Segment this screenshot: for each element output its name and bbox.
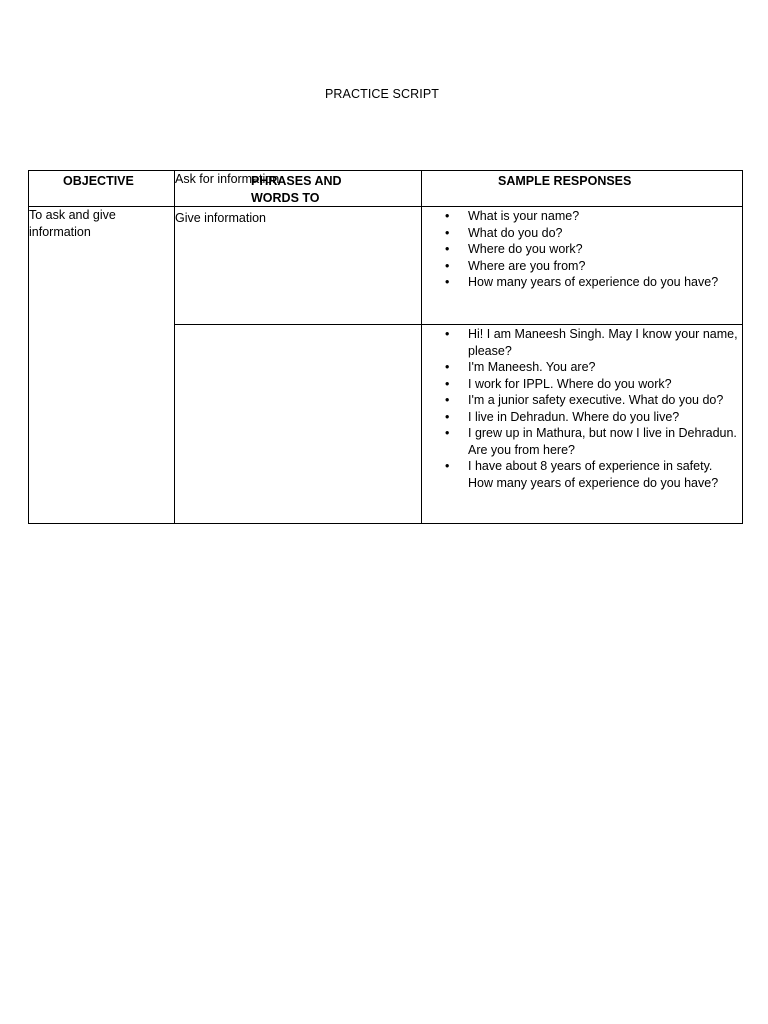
- list-item: [422, 274, 742, 291]
- response-text: I grew up in Mathura, but now I live in Dehradun. Are you from here?: [468, 426, 737, 457]
- list-item: [422, 458, 742, 491]
- header-objective-label: OBJECTIVE: [63, 174, 134, 188]
- document-title: PRACTICE SCRIPT: [324, 87, 439, 101]
- response-text: I work for IPPL. Where do you work?: [468, 376, 672, 391]
- bullet-dot-icon: •: [445, 426, 450, 440]
- response-text: What do you do?: [468, 225, 563, 240]
- phrase-text: Give information: [175, 211, 267, 225]
- list-item: [422, 392, 742, 409]
- response-text: Where do you work?: [468, 242, 583, 256]
- bullet-dot-icon: •: [445, 258, 450, 273]
- list-item: [422, 225, 742, 242]
- practice-script-table: [28, 170, 743, 524]
- list-item: [422, 425, 742, 458]
- objective-text: To ask and give information: [29, 208, 116, 239]
- bullet-dot-icon: •: [445, 275, 450, 289]
- header-responses: [422, 171, 743, 207]
- bullet-dot-icon: •: [445, 327, 450, 341]
- list-item: [422, 208, 742, 225]
- response-text: I'm Maneesh. You are?: [468, 360, 596, 374]
- response-text: What is your name?: [468, 209, 580, 223]
- phrase-text: Ask for information: [175, 172, 280, 186]
- list-item: [422, 359, 742, 376]
- responses-list: [422, 325, 742, 491]
- bullet-dot-icon: •: [445, 209, 450, 223]
- bullet-dot-icon: •: [445, 360, 450, 374]
- response-text: I'm a junior safety executive. What do you do?: [468, 393, 724, 407]
- header-phrases-label: PHRASES AND WORDS TO: [251, 174, 342, 205]
- responses-cell: [422, 325, 743, 524]
- bullet-dot-icon: •: [445, 409, 450, 424]
- list-item: [422, 326, 742, 359]
- list-item: [422, 409, 742, 426]
- bullet-dot-icon: •: [445, 376, 450, 391]
- bullet-dot-icon: •: [445, 225, 450, 240]
- bullet-dot-icon: •: [445, 242, 450, 256]
- header-responses-label: SAMPLE RESPONSES: [498, 174, 632, 188]
- phrase-cell: [175, 211, 422, 524]
- list-item: [422, 376, 742, 393]
- response-text: Hi! I am Maneesh Singh. May I know your name, please?: [468, 327, 738, 358]
- objective-cell: [29, 207, 175, 524]
- list-item: [422, 241, 742, 258]
- response-text: How many years of experience do you have?: [468, 275, 719, 289]
- header-objective: [29, 171, 175, 207]
- bullet-dot-icon: •: [445, 393, 450, 407]
- response-text: I live in Dehradun. Where do you live?: [468, 409, 680, 424]
- responses-list: [422, 207, 742, 291]
- bullet-dot-icon: •: [445, 459, 450, 473]
- response-text: I have about 8 years of experience in safety. How many years of experience do you have?: [468, 459, 719, 490]
- responses-cell: [422, 207, 743, 325]
- list-item: [422, 258, 742, 275]
- response-text: Where are you from?: [468, 258, 586, 273]
